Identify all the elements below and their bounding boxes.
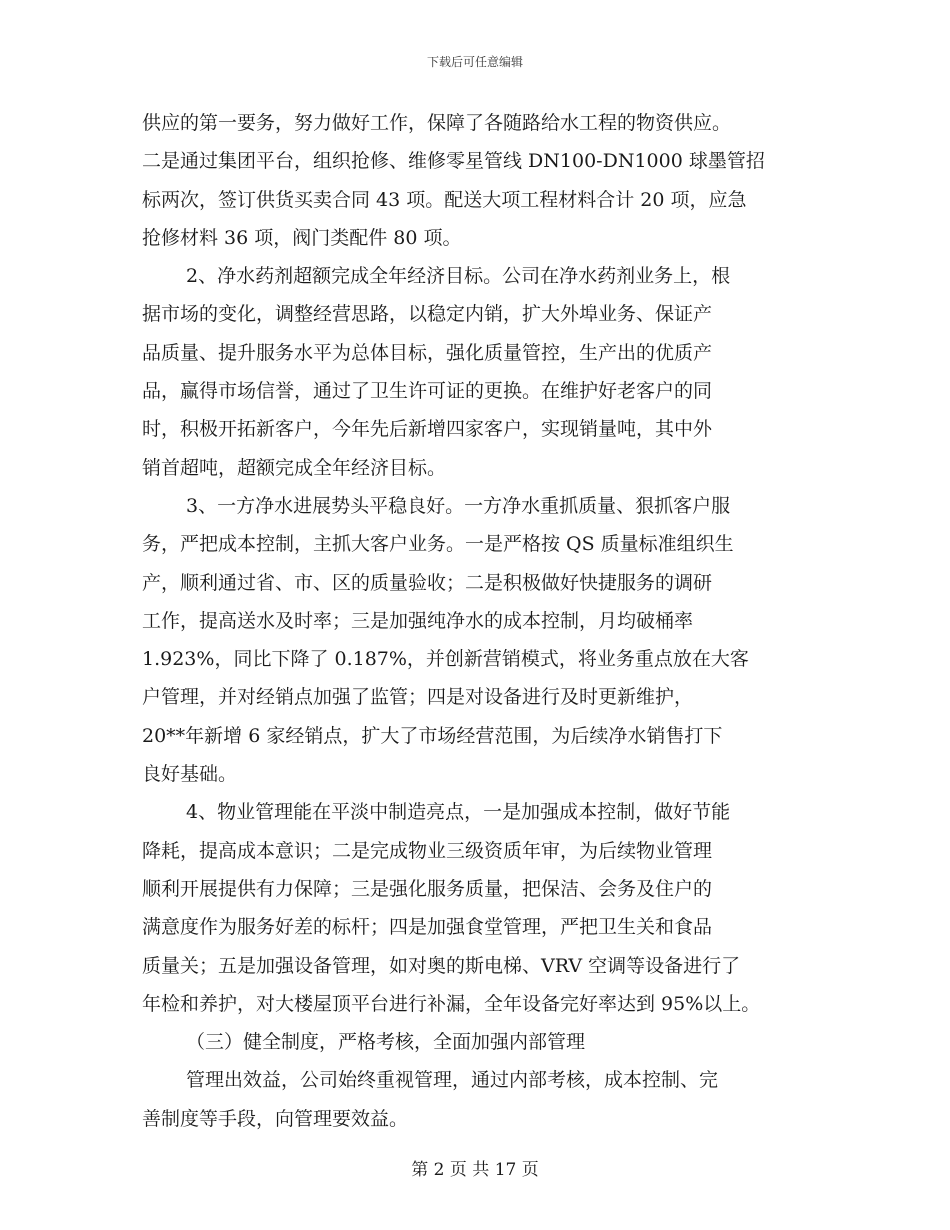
text-line: 降耗，提高成本意识；二是完成物业三级资质年审，为后续物业管理	[142, 839, 713, 862]
text-line: 1.923%，同比下降了 0.187%，并创新营销模式，将业务重点放在大客	[142, 648, 749, 671]
page-footer: 第 2 页 共 17 页	[411, 1160, 539, 1180]
text-line: 销首超吨，超额完成全年经济目标。	[142, 456, 447, 479]
text-line: 品质量、提升服务水平为总体目标，强化质量管控，生产出的优质产	[142, 341, 713, 364]
text-line: 品，赢得市场信誉，通过了卫生许可证的更换。在维护好老客户的同	[142, 380, 713, 403]
text-line: 20**年新增 6 家经销点，扩大了市场经营范围，为后续净水销售打下	[142, 724, 723, 747]
text-line: 户管理，并对经销点加强了监管；四是对设备进行及时更新维护，	[142, 686, 694, 709]
text-line: 据市场的变化，调整经营思路，以稳定内销，扩大外埠业务、保证产	[142, 303, 713, 326]
text-line: 产，顺利通过省、市、区的质量验收；二是积极做好快捷服务的调研	[142, 571, 713, 594]
text-line: 满意度作为服务好差的标杆；四是加强食堂管理，严把卫生关和食品	[142, 916, 713, 939]
document-body	[142, 104, 832, 1138]
text-line: 善制度等手段，向管理要效益。	[142, 1107, 409, 1130]
text-line: 质量关；五是加强设备管理，如对奥的斯电梯、VRV 空调等设备进行了	[142, 954, 741, 977]
text-line: 年检和养护，对大楼屋顶平台进行补漏，全年设备完好率达到 95%以上。	[142, 992, 761, 1015]
paragraph-start-line: 2、净水药剂超额完成全年经济目标。公司在净水药剂业务上，根	[186, 265, 731, 288]
section-heading: （三）健全制度，严格考核，全面加强内部管理	[186, 1031, 586, 1054]
paragraph-start-line: 3、一方净水进展势头平稳良好。一方净水重抓质量、狠抓客户服	[186, 494, 731, 517]
paragraph-start-line: 4、物业管理能在平淡中制造亮点，一是加强成本控制，做好节能	[186, 801, 731, 824]
paragraph-start-line: 管理出效益，公司始终重视管理，通过内部考核，成本控制、完	[186, 1069, 719, 1092]
text-line: 良好基础。	[142, 763, 238, 786]
text-line: 顺利开展提供有力保障；三是强化服务质量，把保洁、会务及住户的	[142, 877, 713, 900]
page-header: 下载后可任意编辑	[426, 55, 523, 69]
text-line: 标两次，签订供货买卖合同 43 项。配送大项工程材料合计 20 项，应急	[142, 188, 747, 211]
text-line: 务，严把成本控制，主抓大客户业务。一是严格按 QS 质量标准组织生	[142, 533, 734, 556]
text-line: 时，积极开拓新客户，今年先后新增四家客户，实现销量吨，其中外	[142, 418, 713, 441]
text-line: 工作，提高送水及时率；三是加强纯净水的成本控制，月均破桶率	[142, 609, 694, 632]
text-line: 抢修材料 36 项，阀门类配件 80 项。	[142, 226, 462, 249]
text-line: 二是通过集团平台，组织抢修、维修零星管线 DN100-DN1000 球墨管招	[142, 150, 765, 173]
text-line: 供应的第一要务，努力做好工作，保障了各随路给水工程的物资供应。	[142, 112, 732, 134]
